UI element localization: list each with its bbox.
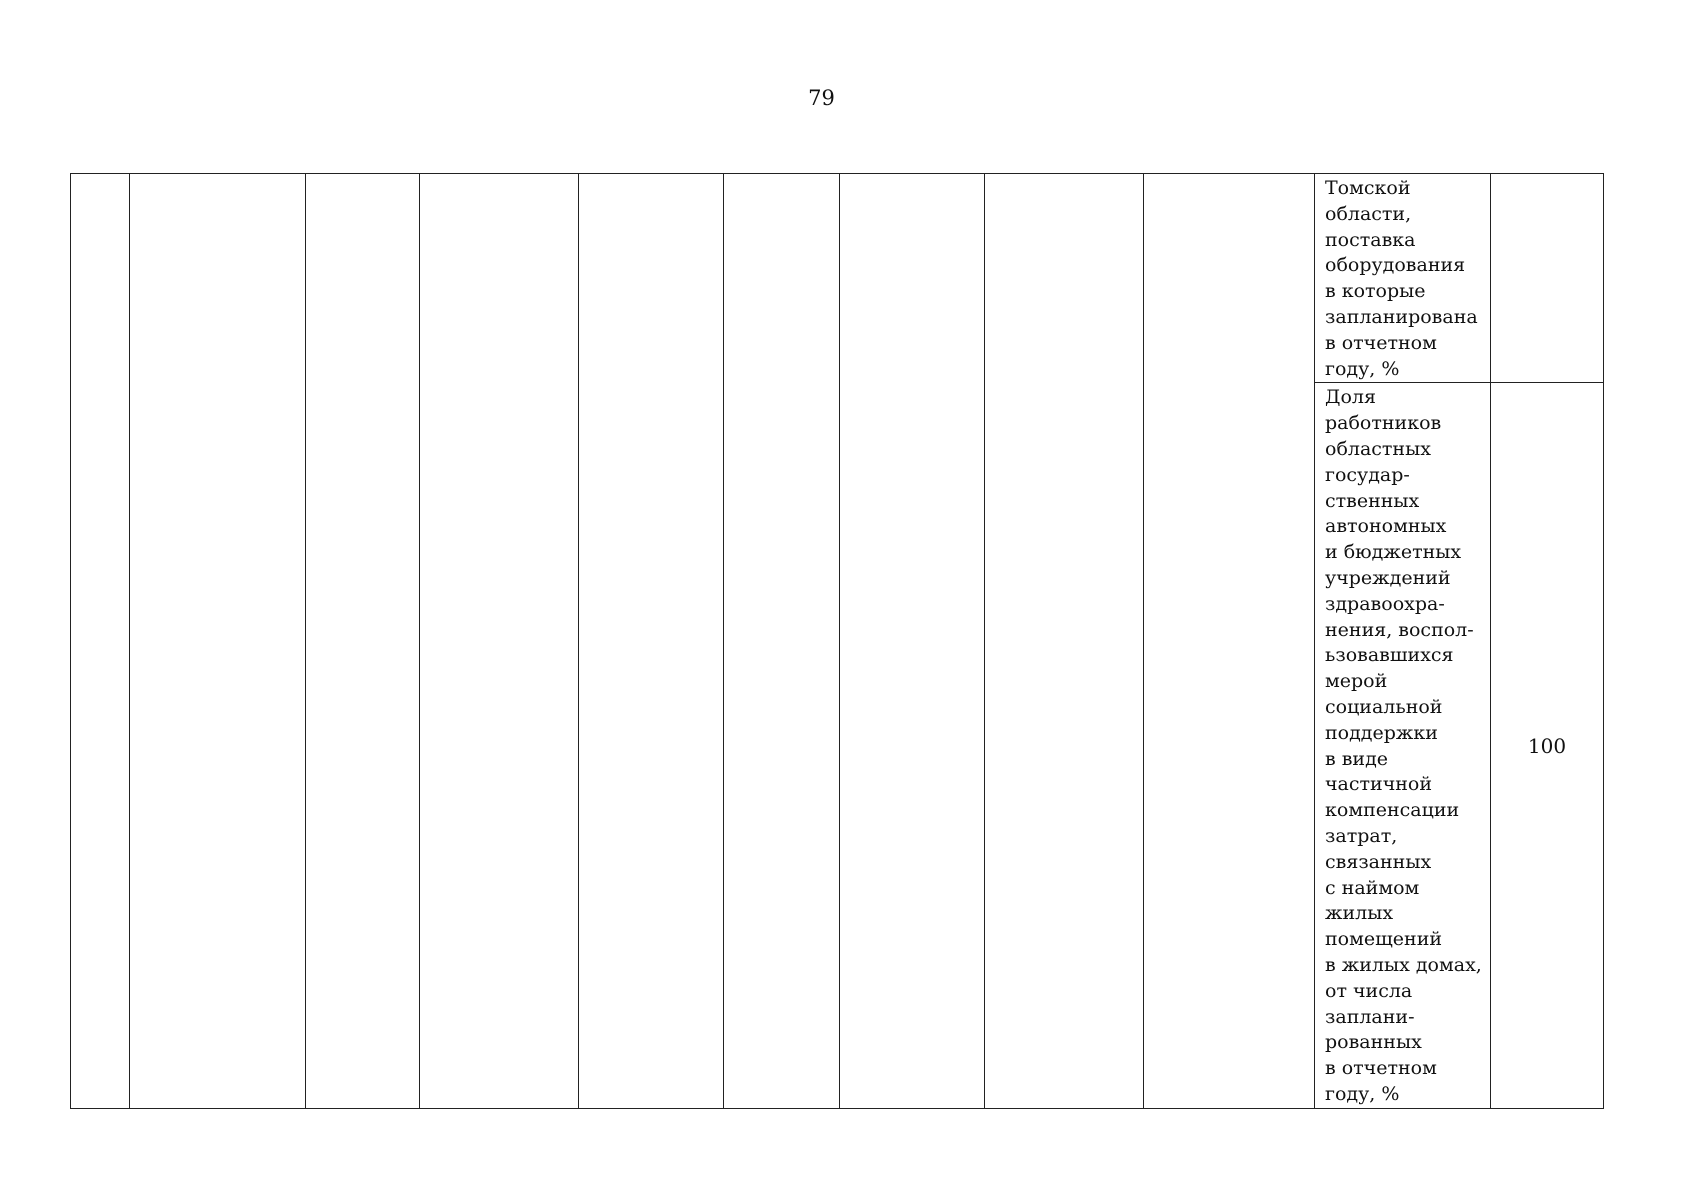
value-cell <box>1491 174 1604 383</box>
empty-cell <box>420 174 579 1109</box>
value-cell: 100 <box>1491 383 1604 1108</box>
empty-cell <box>71 174 130 1109</box>
empty-cell <box>306 174 420 1109</box>
continuation-table <box>70 173 1604 1109</box>
empty-cell <box>579 174 724 1109</box>
empty-cell <box>130 174 306 1109</box>
table-row <box>71 174 1604 383</box>
empty-cell <box>840 174 985 1109</box>
empty-cell <box>724 174 840 1109</box>
empty-cell <box>985 174 1144 1109</box>
page-number: 79 <box>808 86 835 110</box>
empty-cell <box>1144 174 1315 1109</box>
indicator-cell: Доля работников областных государ- ственных автономных и бюджетных учреждений здравоохра- нения, воспол- ьзовавшихся мерой социальной поддержки в виде частичной компенсации затрат, связанных с наймом жилых помещений в жилых домах, от числа заплани- рованных в отчетном году, % <box>1315 383 1491 1108</box>
indicator-cell: Томской области, поставка оборудования в которые запланирована в отчетном году, % <box>1315 174 1491 383</box>
